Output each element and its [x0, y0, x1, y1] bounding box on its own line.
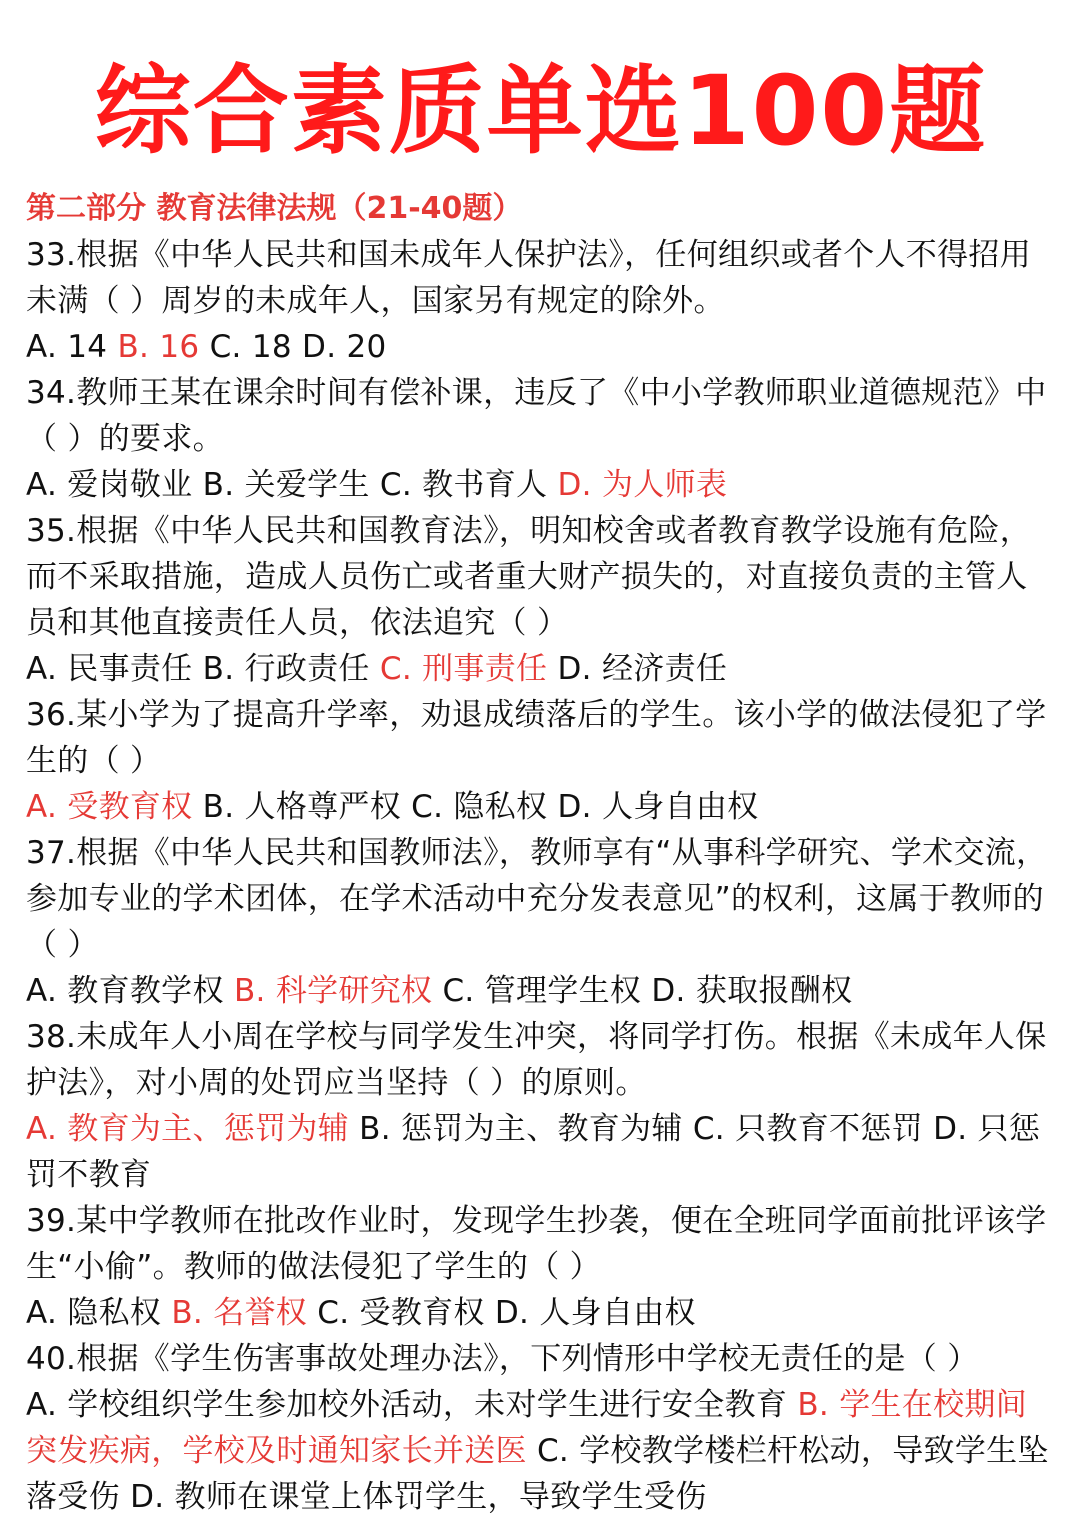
question-stem: 38.未成年人小周在学校与同学发生冲突，将同学打伤。根据《未成年人保护法》，对小周的处罚应当坚持（ ）的原则。: [26, 1019, 1047, 1101]
option-correct: B. 名誉权: [171, 1295, 308, 1331]
question-block: [26, 508, 1056, 692]
option-correct: C. 刑事责任: [379, 651, 548, 687]
option: A. 14: [26, 329, 108, 365]
option: B. 人格尊严权: [202, 789, 402, 825]
option: A. 学校组织学生参加校外活动，未对学生进行安全教育: [26, 1387, 788, 1423]
option-correct: A. 教育为主、惩罚为辅: [26, 1111, 349, 1147]
option: A. 民事责任: [26, 651, 193, 687]
option: C. 教书育人: [379, 467, 548, 503]
option: C. 管理学生权: [442, 973, 642, 1009]
option-correct: A. 受教育权: [26, 789, 193, 825]
option: C. 隐私权: [411, 789, 548, 825]
option: D. 人身自由权: [494, 1295, 696, 1331]
question-options: [26, 646, 1056, 692]
question-options: [26, 1382, 1056, 1520]
question-options: [26, 324, 1056, 370]
question-options: [26, 462, 1056, 508]
option: C. 学校教学楼栏杆松动，导致学生坠落受伤: [26, 1433, 1049, 1515]
question-block: [26, 692, 1056, 830]
page-title: 综合素质单选100题: [94, 55, 988, 167]
option: B. 行政责任: [202, 651, 370, 687]
section-heading: 第二部分 教育法律法规（21-40题）: [26, 191, 523, 226]
option: A. 爱岗敬业: [26, 467, 193, 503]
option: D. 人身自由权: [557, 789, 759, 825]
question-options: [26, 784, 1056, 830]
option-correct: B. 科学研究权: [233, 973, 433, 1009]
option: D. 获取报酬权: [651, 973, 853, 1009]
question-stem: 36.某小学为了提高升学率，劝退成绩落后的学生。该小学的做法侵犯了学生的（ ）: [26, 697, 1047, 779]
question-block: [26, 1198, 1056, 1336]
option: A. 教育教学权: [26, 973, 224, 1009]
question-stem: 34.教师王某在课余时间有偿补课，违反了《中小学教师职业道德规范》中（ ）的要求。: [26, 375, 1047, 457]
question-stem: 39.某中学教师在批改作业时，发现学生抄袭，便在全班同学面前批评该学生“小偷”。教师的做法侵犯了学生的（ ）: [26, 1203, 1047, 1285]
question-stem: 35.根据《中华人民共和国教育法》，明知校舍或者教育教学设施有危险，而不采取措施，造成人员伤亡或者重大财产损失的，对直接负责的主管人员和其他直接责任人员，依法追究（ ）: [26, 513, 1031, 641]
question-stem: 40.根据《学生伤害事故处理办法》，下列情形中学校无责任的是（ ）: [26, 1341, 979, 1377]
question-block: [26, 232, 1056, 370]
option: D. 教师在课堂上体罚学生，导致学生受伤: [130, 1479, 707, 1515]
question-block: [26, 1336, 1056, 1520]
question-options: [26, 1106, 1056, 1198]
question-block: [26, 1014, 1056, 1198]
question-options: [26, 968, 1056, 1014]
option: C. 18: [209, 329, 292, 365]
option: C. 只教育不惩罚: [692, 1111, 923, 1147]
question-block: [26, 830, 1056, 1014]
option-correct: B. 学生在校期间突发疾病，学校及时通知家长并送医: [26, 1387, 1028, 1469]
option: D. 只惩罚不教育: [26, 1111, 1041, 1193]
option: B. 惩罚为主、教育为辅: [359, 1111, 683, 1147]
option: D. 20: [302, 329, 387, 365]
question-options: [26, 1290, 1056, 1336]
option: B. 关爱学生: [202, 467, 370, 503]
option: C. 受教育权: [317, 1295, 485, 1331]
question-block: [26, 370, 1056, 508]
option-correct: B. 16: [117, 329, 200, 365]
option: D. 经济责任: [557, 651, 728, 687]
option-correct: D. 为人师表: [557, 467, 728, 503]
option: A. 隐私权: [26, 1295, 162, 1331]
question-stem: 33.根据《中华人民共和国未成年人保护法》，任何组织或者个人不得招用未满（ ）周岁的未成年人，国家另有规定的除外。: [26, 237, 1031, 319]
question-stem: 37.根据《中华人民共和国教师法》，教师享有“从事科学研究、学术交流，参加专业的学术团体，在学术活动中充分发表意见”的权利，这属于教师的（ ）: [26, 835, 1048, 963]
